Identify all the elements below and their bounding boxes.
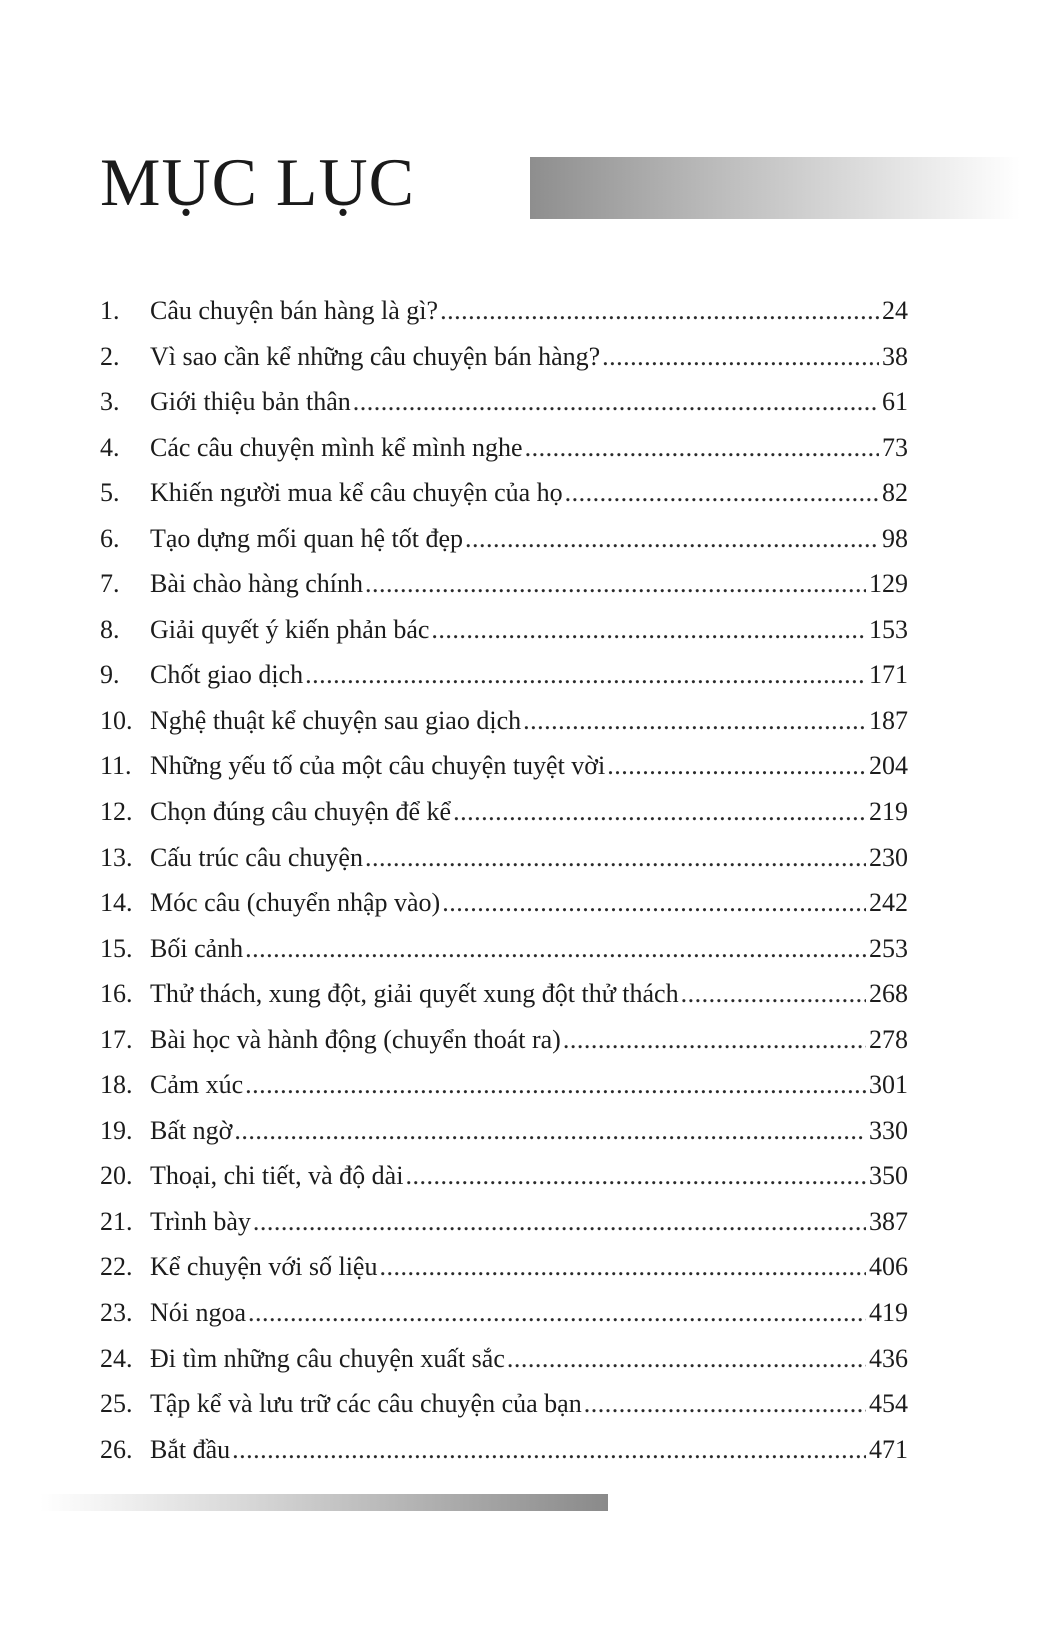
toc-entry-15[interactable] xyxy=(100,926,908,972)
toc-entry-2[interactable] xyxy=(100,334,908,380)
toc-page-number: 387 xyxy=(869,1206,908,1236)
toc-number: 15. xyxy=(100,933,133,963)
toc-title: Bài học và hành động (chuyển thoát ra) xyxy=(150,1024,561,1054)
toc-entry-17[interactable] xyxy=(100,1017,908,1063)
toc-page-number: 406 xyxy=(869,1252,908,1282)
toc-entry-7[interactable] xyxy=(100,561,908,607)
toc-number: 11. xyxy=(100,751,132,781)
dot-leader xyxy=(442,880,866,926)
toc-title: Tập kể và lưu trữ các câu chuyện của bạn xyxy=(150,1389,582,1419)
toc-title: Vì sao cần kể những câu chuyện bán hàng? xyxy=(150,341,601,371)
toc-title: Bối cảnh xyxy=(150,933,244,963)
toc-title: Cấu trúc câu chuyện xyxy=(150,842,363,872)
toc-number: 23. xyxy=(100,1298,133,1328)
toc-page-number: 24 xyxy=(882,296,908,325)
toc-page-number: 436 xyxy=(869,1343,908,1373)
toc-title: Kể chuyện với số liệu xyxy=(150,1252,378,1282)
dot-leader xyxy=(602,334,879,380)
dot-leader xyxy=(507,1336,866,1382)
toc-title: Câu chuyện bán hàng là gì? xyxy=(150,296,439,325)
toc-page-number: 230 xyxy=(869,842,908,872)
toc-number: 24. xyxy=(100,1343,133,1373)
dot-leader xyxy=(453,789,866,835)
toc-page-number: 204 xyxy=(869,751,908,781)
dot-leader xyxy=(431,607,866,653)
toc-number: 5. xyxy=(100,478,120,508)
toc-number: 22. xyxy=(100,1252,133,1282)
toc-entry-19[interactable] xyxy=(100,1108,908,1154)
toc-page-number: 301 xyxy=(869,1070,908,1100)
toc-number: 6. xyxy=(100,523,120,553)
dot-leader xyxy=(234,1108,866,1154)
toc-number: 9. xyxy=(100,660,120,690)
toc-entry-23[interactable] xyxy=(100,1290,908,1336)
toc-title: Thoại, chi tiết, và độ dài xyxy=(150,1161,404,1191)
toc-title: Cảm xúc xyxy=(150,1070,244,1100)
toc-entry-24[interactable] xyxy=(100,1336,908,1382)
toc-page-number: 73 xyxy=(882,432,908,462)
dot-leader xyxy=(305,652,866,698)
dot-leader xyxy=(523,698,866,744)
toc-entry-18[interactable] xyxy=(100,1062,908,1108)
toc-page-number: 253 xyxy=(869,933,908,963)
toc-title: Nói ngoa xyxy=(150,1298,247,1328)
toc-number: 21. xyxy=(100,1206,133,1236)
toc-number: 4. xyxy=(100,432,120,462)
toc-title: Tạo dựng mối quan hệ tốt đẹp xyxy=(150,523,464,553)
toc-title: Nghệ thuật kể chuyện sau giao dịch xyxy=(150,705,522,735)
dot-leader xyxy=(525,425,879,471)
toc-page-number: 187 xyxy=(869,705,908,735)
toc-page-number: 454 xyxy=(869,1389,908,1419)
dot-leader xyxy=(353,379,879,425)
toc-page-number: 153 xyxy=(869,614,908,644)
toc-number: 3. xyxy=(100,387,120,417)
toc-title: Trình bày xyxy=(150,1206,251,1236)
dot-leader xyxy=(379,1244,866,1290)
dot-leader xyxy=(465,516,879,562)
toc-entry-8[interactable] xyxy=(100,607,908,653)
toc-title: Đi tìm những câu chuyện xuất sắc xyxy=(150,1343,505,1373)
toc-title: Bắt đầu xyxy=(150,1434,231,1464)
toc-title: Bất ngờ xyxy=(150,1115,233,1145)
dot-leader xyxy=(565,470,879,516)
dot-leader xyxy=(245,1062,866,1108)
toc-number: 8. xyxy=(100,614,120,644)
toc-number: 16. xyxy=(100,979,133,1009)
toc-title: Giới thiệu bản thân xyxy=(150,387,351,417)
header-gradient-bar xyxy=(530,157,1020,219)
toc-number: 26. xyxy=(100,1434,133,1464)
toc-page-number: 350 xyxy=(869,1161,908,1191)
toc-entry-11[interactable] xyxy=(100,743,908,789)
toc-title: Bài chào hàng chính xyxy=(150,569,363,599)
page-title: MỤC LỤC xyxy=(100,144,415,220)
dot-leader xyxy=(563,1017,866,1063)
toc-page-number: 471 xyxy=(869,1434,908,1464)
toc-entry-6[interactable] xyxy=(100,516,908,562)
toc-page-number: 98 xyxy=(882,523,908,553)
table-of-contents xyxy=(100,288,908,1472)
toc-page-number: 278 xyxy=(869,1024,908,1054)
toc-number: 1. xyxy=(100,296,120,325)
toc-page-number: 82 xyxy=(882,478,908,508)
toc-number: 17. xyxy=(100,1024,133,1054)
toc-entry-3[interactable] xyxy=(100,379,908,425)
toc-number: 20. xyxy=(100,1161,133,1191)
toc-number: 2. xyxy=(100,341,120,371)
dot-leader xyxy=(245,926,866,972)
toc-page-number: 38 xyxy=(882,341,908,371)
dot-leader xyxy=(681,971,866,1017)
toc-number: 12. xyxy=(100,797,133,827)
toc-title: Thử thách, xung đột, giải quyết xung đột thử thách xyxy=(150,979,679,1009)
toc-title: Những yếu tố của một câu chuyện tuyệt vời xyxy=(150,751,606,781)
toc-title: Các câu chuyện mình kể mình nghe xyxy=(150,432,523,462)
toc-page-number: 219 xyxy=(869,797,908,827)
toc-number: 19. xyxy=(100,1115,133,1145)
toc-entry-1[interactable] xyxy=(100,288,908,334)
toc-title: Móc câu (chuyển nhập vào) xyxy=(150,888,441,918)
toc-entry-20[interactable] xyxy=(100,1153,908,1199)
dot-leader xyxy=(405,1153,866,1199)
toc-entry-12[interactable] xyxy=(100,789,908,835)
dot-leader xyxy=(584,1381,866,1427)
toc-number: 13. xyxy=(100,842,133,872)
toc-number: 14. xyxy=(100,888,133,918)
toc-entry-5[interactable] xyxy=(100,470,908,516)
dot-leader xyxy=(232,1427,866,1473)
dot-leader xyxy=(253,1199,866,1245)
toc-entry-21[interactable] xyxy=(100,1199,908,1245)
toc-number: 7. xyxy=(100,569,120,599)
toc-entry-16[interactable] xyxy=(100,971,908,1017)
toc-page-number: 129 xyxy=(869,569,908,599)
toc-page-number: 330 xyxy=(869,1115,908,1145)
toc-entry-22[interactable] xyxy=(100,1244,908,1290)
toc-title: Chốt giao dịch xyxy=(150,660,304,690)
toc-entry-9[interactable] xyxy=(100,652,908,698)
toc-entry-4[interactable] xyxy=(100,425,908,471)
toc-page-number: 242 xyxy=(869,888,908,918)
toc-entry-25[interactable] xyxy=(100,1381,908,1427)
dot-leader xyxy=(248,1290,866,1336)
toc-number: 18. xyxy=(100,1070,133,1100)
toc-page-number: 61 xyxy=(882,387,908,417)
toc-number: 25. xyxy=(100,1389,133,1419)
toc-entry-13[interactable] xyxy=(100,835,908,881)
toc-entry-26[interactable] xyxy=(100,1427,908,1473)
footer-gradient-bar xyxy=(40,1494,608,1511)
toc-title: Giải quyết ý kiến phản bác xyxy=(150,614,430,644)
toc-page-number: 268 xyxy=(869,979,908,1009)
toc-title: Khiến người mua kể câu chuyện của họ xyxy=(150,478,563,508)
dot-leader xyxy=(607,743,866,789)
toc-entry-14[interactable] xyxy=(100,880,908,926)
dot-leader xyxy=(440,288,879,334)
toc-page-number: 419 xyxy=(869,1298,908,1328)
toc-page-number: 171 xyxy=(869,660,908,690)
dot-leader xyxy=(365,835,866,881)
toc-entry-10[interactable] xyxy=(100,698,908,744)
toc-number: 10. xyxy=(100,705,133,735)
dot-leader xyxy=(365,561,866,607)
toc-title: Chọn đúng câu chuyện để kể xyxy=(150,797,452,827)
